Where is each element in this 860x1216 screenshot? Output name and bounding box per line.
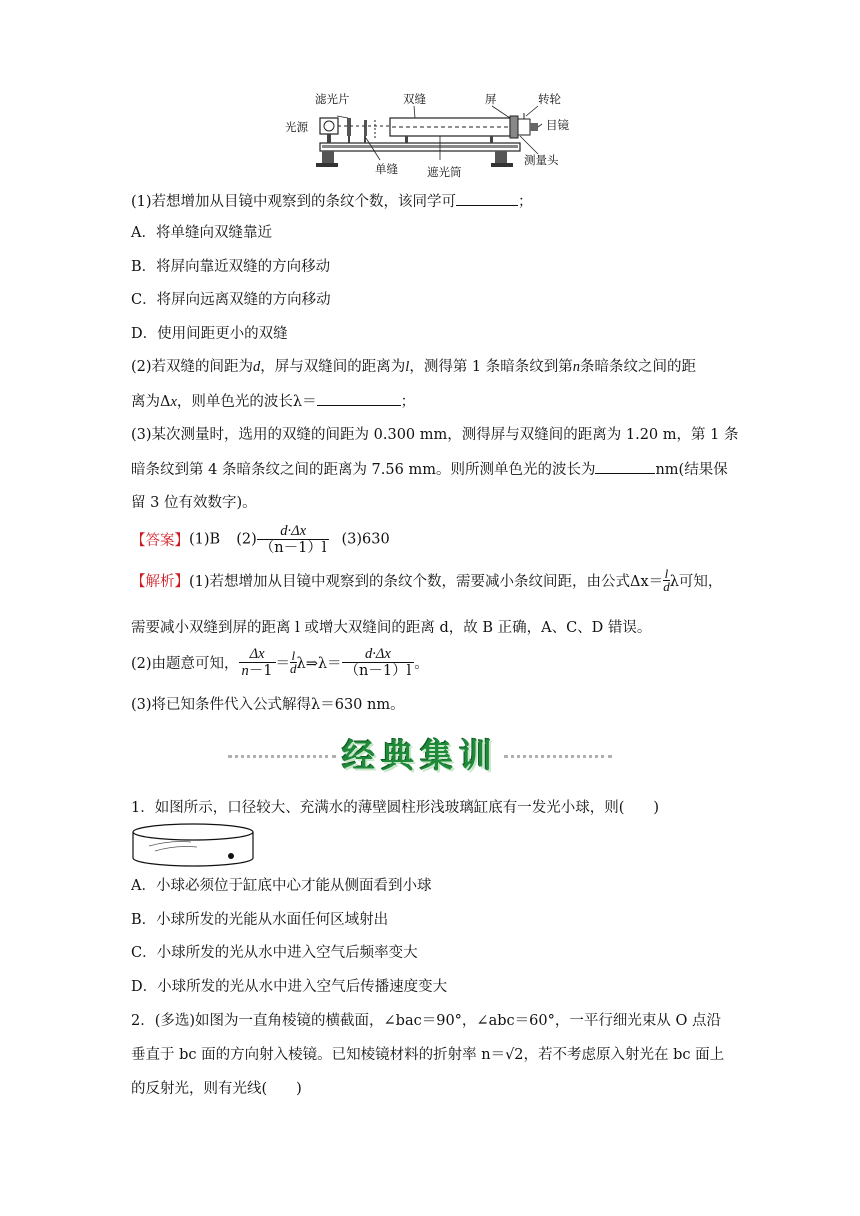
filter-label: 滤光片 — [315, 92, 350, 106]
answer-tag: 【答案】 — [131, 533, 189, 549]
answer-blank-3 — [595, 459, 655, 474]
option-1c: C．将屏向远离双缝的方向移动 — [131, 292, 331, 308]
double-slit-label: 双缝 — [403, 92, 426, 106]
analysis-line-3 — [131, 646, 429, 679]
option-1b: B．将屏向靠近双缝的方向移动 — [131, 259, 331, 275]
tube-label: 遮光筒 — [427, 165, 462, 179]
equals-sign: ＝ — [275, 656, 291, 672]
answer-part-2: (2) — [236, 531, 257, 548]
fraction-result — [342, 646, 415, 679]
question-2-line-2 — [131, 391, 415, 412]
q2-tail: ； — [400, 394, 416, 410]
formula-l-over-d: $\frac{l}{d}$ — [663, 566, 670, 594]
q2-var-l: l — [405, 359, 410, 375]
question-1 — [131, 191, 533, 212]
question-3-line-3: 留 3 位有效数字)。 — [131, 495, 257, 511]
q2-text-1: (2)若双缝的间距为 — [131, 359, 254, 375]
q2-var-x: x — [170, 394, 177, 410]
q2-text-5: 离为Δ — [131, 394, 171, 410]
section-banner — [228, 736, 612, 776]
answer-fraction — [257, 523, 330, 556]
fraction-dx-over-n: $\frac{\Delta x}{n-1}$ — [239, 646, 276, 679]
implies-text: λ⇒λ＝ — [296, 656, 342, 672]
glass-tank-figure — [131, 822, 255, 876]
apparatus-diagram — [280, 88, 580, 180]
option-1a: A．将单缝向双缝靠近 — [131, 225, 272, 241]
question-3-line-2 — [131, 459, 728, 480]
q2-text-6: ，则单色光的波长λ＝ — [176, 394, 317, 410]
question-3-line-1: (3)某次测量时，选用的双缝的间距为 0.300 mm，测得屏与双缝间的距离为 1.20 m，第 1 条 — [131, 427, 739, 443]
measuring-head-label: 测量头 — [524, 153, 559, 167]
screen-label: 屏 — [485, 92, 497, 106]
answer-part-3: (3)630 — [341, 531, 390, 548]
problem-2-line-1: 2．(多选)如图为一直角棱镜的横截面，∠bac＝90°，∠abc＝60°，一平行细光束从 O 点沿 — [131, 1013, 721, 1029]
analysis-end: 。 — [414, 656, 429, 672]
question-1-tail: ； — [518, 194, 533, 210]
eyepiece-label: 目镜 — [546, 118, 569, 132]
option-p1-a: A．小球必须位于缸底中心才能从侧面看到小球 — [131, 878, 432, 894]
analysis-text-3: (2)由题意可知， — [131, 656, 239, 672]
option-1d: D．使用间距更小的双缝 — [131, 326, 288, 342]
problem-1-text: 1．如图所示，口径较大、充满水的薄壁圆柱形浅玻璃缸底有一发光小球，则( ) — [131, 800, 660, 816]
answer-blank-2 — [317, 391, 401, 406]
option-p1-d: D．小球所发的光从水中进入空气后传播速度变大 — [131, 979, 448, 995]
q3-text-b: nm(结果保 — [655, 462, 728, 478]
analysis-line-1 — [131, 568, 722, 593]
glass-tank-drawing — [131, 822, 255, 872]
banner-right-dots — [504, 755, 612, 758]
result-denominator: （n－1）l — [344, 663, 412, 679]
banner-title: 经典集训 — [342, 736, 498, 775]
analysis-line-4: (3)将已知条件代入公式解得λ＝630 nm。 — [131, 697, 405, 713]
question-1-text: (1)若想增加从目镜中观察到的条纹个数，该同学可 — [131, 194, 457, 210]
option-p1-b: B．小球所发的光能从水面任何区域射出 — [131, 912, 389, 928]
q2-text-2: ，屏与双缝间的距离为 — [260, 359, 406, 375]
analysis-tag: 【解析】 — [131, 574, 189, 590]
answer-part-1: (1)B — [189, 531, 221, 548]
option-p1-c: C．小球所发的光从水中进入空气后频率变大 — [131, 945, 418, 961]
analysis-text-2: λ可知， — [669, 574, 723, 590]
q2-text-4: 条暗条纹之间的距 — [580, 359, 697, 375]
source-label: 光源 — [285, 120, 308, 134]
analysis-text-1: (1)若想增加从目镜中观察到的条纹个数，需要减小条纹间距，由公式Δx＝ — [189, 574, 664, 590]
result-numerator: d·Δx — [342, 646, 415, 663]
problem-2-line-2: 垂直于 bc 面的方向射入棱镜。已知棱镜材料的折射率 n＝√2，若不考虑原入射光在 bc 面上 — [131, 1047, 725, 1063]
q2-text-3: ，测得第 1 条暗条纹到第 — [409, 359, 573, 375]
analysis-line-2: 需要减小双缝到屏的距离 l 或增大双缝间的距离 d，故 B 正确，A、C、D 错误。 — [131, 620, 652, 636]
answer-denominator: （n－1）l — [259, 540, 327, 556]
q2-var-n: n — [572, 359, 581, 375]
problem-2-line-3: 的反射光，则有光线( ) — [131, 1081, 302, 1097]
answer-numerator: d·Δx — [257, 523, 330, 540]
banner-left-dots — [228, 755, 336, 758]
q2-var-d: d — [253, 359, 261, 375]
wheel-label: 转轮 — [538, 92, 561, 106]
q3-text-a: 暗条纹到第 4 条暗条纹之间的距离为 7.56 mm。则所测单色光的波长为 — [131, 462, 596, 478]
question-2-line-1 — [131, 357, 696, 377]
single-slit-label: 单缝 — [375, 162, 398, 176]
answer-blank-1 — [456, 191, 518, 206]
formula-l-over-d-2: $\frac{l}{d}$ — [290, 648, 297, 676]
answer-line — [131, 523, 390, 556]
